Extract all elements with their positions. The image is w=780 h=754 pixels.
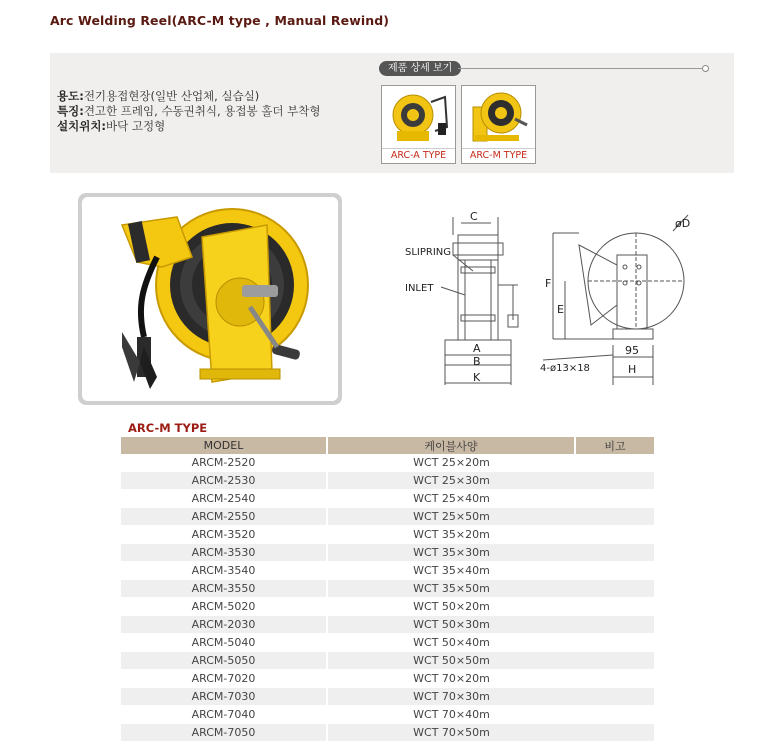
arc-welding-reel-photo xyxy=(82,197,338,401)
header-cable-spec: 케이블사양 xyxy=(327,437,575,454)
remarks-cell xyxy=(575,670,654,688)
reel-thumbnail-icon xyxy=(383,87,454,147)
header-model: MODEL xyxy=(121,437,327,454)
model-cell: ARCM-5050 xyxy=(121,652,327,670)
remarks-cell xyxy=(575,544,654,562)
technical-drawing xyxy=(403,205,693,395)
slipring-label: SLIPRING xyxy=(405,247,452,258)
table-row xyxy=(121,454,654,472)
usage-label: 용도: xyxy=(57,89,84,103)
model-cell: ARCM-2550 xyxy=(121,508,327,526)
detail-dot-icon xyxy=(702,65,709,72)
dim-label-d: øD xyxy=(675,217,691,230)
remarks-cell xyxy=(575,526,654,544)
cable-spec-cell: WCT 50×20m xyxy=(327,598,575,616)
dim-label-b: B xyxy=(473,355,481,368)
remarks-cell xyxy=(575,490,654,508)
model-cell: ARCM-7050 xyxy=(121,724,327,742)
thumbnail-label: ARC-M TYPE xyxy=(462,148,535,163)
inlet-label: INLET xyxy=(405,283,434,294)
reel-thumbnail-icon xyxy=(463,87,534,147)
cable-spec-cell: WCT 25×20m xyxy=(327,454,575,472)
model-cell: ARCM-3540 xyxy=(121,562,327,580)
model-cell: ARCM-2530 xyxy=(121,472,327,490)
cable-spec-cell: WCT 70×50m xyxy=(327,724,575,742)
table-row xyxy=(121,544,654,562)
page-title: Arc Welding Reel(ARC-M type , Manual Rewind) xyxy=(50,13,390,28)
install-value: 바닥 고정형 xyxy=(106,119,166,133)
model-cell: ARCM-7040 xyxy=(121,706,327,724)
remarks-cell xyxy=(575,508,654,526)
cable-spec-cell: WCT 50×50m xyxy=(327,652,575,670)
product-info-box xyxy=(50,53,734,173)
cable-spec-cell: WCT 35×50m xyxy=(327,580,575,598)
model-cell: ARCM-2520 xyxy=(121,454,327,472)
model-cell: ARCM-3530 xyxy=(121,544,327,562)
spec-table xyxy=(121,437,654,742)
usage-value: 전기용접현장(일반 산업체, 실습실) xyxy=(83,89,260,103)
remarks-cell xyxy=(575,598,654,616)
table-row xyxy=(121,508,654,526)
product-photo-frame xyxy=(78,193,342,405)
model-cell: ARCM-7020 xyxy=(121,670,327,688)
table-row xyxy=(121,670,654,688)
section-title: ARC-M TYPE xyxy=(128,421,208,435)
model-cell: ARCM-3520 xyxy=(121,526,327,544)
table-header-row xyxy=(121,437,654,454)
dim-label-h: H xyxy=(628,363,637,376)
cable-spec-cell: WCT 50×30m xyxy=(327,616,575,634)
table-row xyxy=(121,688,654,706)
cable-spec-cell: WCT 25×50m xyxy=(327,508,575,526)
cable-spec-cell: WCT 50×40m xyxy=(327,634,575,652)
table-row xyxy=(121,706,654,724)
cable-spec-cell: WCT 70×30m xyxy=(327,688,575,706)
header-remarks: 비고 xyxy=(575,437,654,454)
thumbnail-label: ARC-A TYPE xyxy=(382,148,455,163)
table-row xyxy=(121,724,654,742)
remarks-cell xyxy=(575,472,654,490)
spec-table-body xyxy=(121,454,654,742)
product-info-text xyxy=(57,89,321,134)
remarks-cell xyxy=(575,616,654,634)
remarks-cell xyxy=(575,706,654,724)
thumbnail-arc-a[interactable] xyxy=(381,85,456,164)
model-cell: ARCM-2030 xyxy=(121,616,327,634)
dim-label-k: K xyxy=(473,371,481,384)
table-row xyxy=(121,580,654,598)
table-row xyxy=(121,472,654,490)
dim-label-c: C xyxy=(470,210,478,223)
cable-spec-cell: WCT 35×40m xyxy=(327,562,575,580)
table-row xyxy=(121,652,654,670)
cable-spec-cell: WCT 25×40m xyxy=(327,490,575,508)
thumbnail-arc-m[interactable] xyxy=(461,85,536,164)
dim-label-95: 95 xyxy=(625,344,639,357)
detail-view-tab[interactable]: 제품 상세 보기 xyxy=(379,61,461,76)
model-cell: ARCM-5020 xyxy=(121,598,327,616)
model-cell: ARCM-5040 xyxy=(121,634,327,652)
remarks-cell xyxy=(575,634,654,652)
cable-spec-cell: WCT 70×20m xyxy=(327,670,575,688)
dim-label-e: E xyxy=(557,303,564,316)
table-row xyxy=(121,634,654,652)
remarks-cell xyxy=(575,688,654,706)
table-row xyxy=(121,616,654,634)
cable-spec-cell: WCT 25×30m xyxy=(327,472,575,490)
remarks-cell xyxy=(575,454,654,472)
model-cell: ARCM-3550 xyxy=(121,580,327,598)
dim-label-a: A xyxy=(473,342,481,355)
table-row xyxy=(121,598,654,616)
remarks-cell xyxy=(575,724,654,742)
cable-spec-cell: WCT 35×20m xyxy=(327,526,575,544)
table-row xyxy=(121,526,654,544)
cable-spec-cell: WCT 35×30m xyxy=(327,544,575,562)
feature-value: 견고한 프레임, 수동권취식, 용접봉 홀더 부착형 xyxy=(83,104,321,118)
feature-label: 특징: xyxy=(57,104,84,118)
model-cell: ARCM-2540 xyxy=(121,490,327,508)
dim-label-f: F xyxy=(545,277,552,290)
hole-spec-label: 4-ø13×18 xyxy=(540,363,590,374)
table-row xyxy=(121,490,654,508)
detail-divider xyxy=(458,68,703,69)
cable-spec-cell: WCT 70×40m xyxy=(327,706,575,724)
remarks-cell xyxy=(575,652,654,670)
install-label: 설치위치: xyxy=(57,119,107,133)
remarks-cell xyxy=(575,580,654,598)
remarks-cell xyxy=(575,562,654,580)
model-cell: ARCM-7030 xyxy=(121,688,327,706)
table-row xyxy=(121,562,654,580)
